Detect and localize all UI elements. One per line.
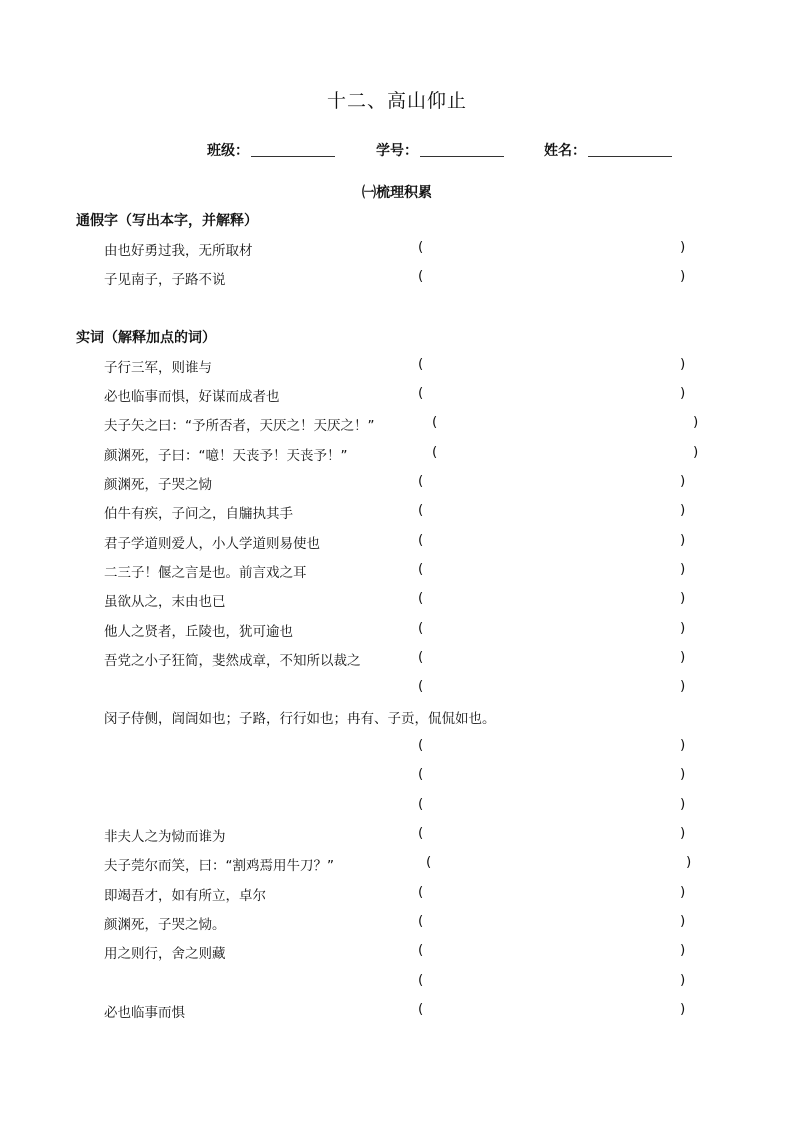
exercise-text: 即竭吾才，如有所立，卓尔 [104,888,266,904]
exercise-text: 夫子矢之曰：“予所否者，天厌之！天厌之！” [104,418,375,434]
exercise-row [0,561,794,581]
exercise-row [0,473,794,493]
answer-paren-close: ) [680,502,686,518]
answer-paren-close: ) [680,385,686,401]
exercise-row [0,414,794,434]
answer-paren-close: ) [680,972,686,988]
exercise-row [0,854,794,874]
answer-paren-open[interactable]: ( [418,766,424,782]
class-label: 班级： [207,143,249,159]
exercise-text: 颜渊死，子曰：“噫！天丧予！天丧予！” [104,448,348,464]
answer-paren-close: ) [680,678,686,694]
answer-paren-open[interactable]: ( [418,356,424,372]
answer-paren-open[interactable]: ( [418,737,424,753]
answer-paren-open[interactable]: ( [418,590,424,606]
exercise-row [0,796,794,816]
answer-paren-close: ) [680,825,686,841]
answer-paren-open[interactable]: ( [418,942,424,958]
answer-paren-close: ) [680,649,686,665]
answer-paren-open[interactable]: ( [418,884,424,900]
section-heading: ㈠梳理积累 [362,185,432,201]
answer-paren-close: ) [680,590,686,606]
shici-heading: 实词（解释加点的词） [76,330,216,346]
answer-paren-open[interactable]: ( [418,649,424,665]
answer-paren-close: ) [680,532,686,548]
answer-paren-open[interactable]: ( [418,678,424,694]
answer-paren-close: ) [680,561,686,577]
answer-paren-open[interactable]: ( [418,502,424,518]
answer-paren-open[interactable]: ( [418,620,424,636]
page-title: 十二、高山仰止 [326,90,467,112]
exercise-row [0,532,794,552]
exercise-row [0,1001,794,1021]
exercise-row [0,590,794,610]
exercise-text: 子见南子，子路不说 [104,272,226,288]
answer-paren-open[interactable]: ( [418,796,424,812]
student-number-label: 学号： [376,143,418,159]
answer-paren-close: ) [680,737,686,753]
answer-paren-close: ) [693,414,699,430]
exercise-text: 由也好勇过我，无所取材 [104,243,253,259]
exercise-text: 用之则行，舍之则藏 [104,946,226,962]
answer-paren-close: ) [686,854,692,870]
exercise-row [0,239,794,259]
exercise-row [0,766,794,786]
answer-paren-open[interactable]: ( [432,444,438,460]
exercise-row [0,444,794,464]
exercise-row [0,737,794,757]
exercise-text: 闵子侍侧，訚訚如也；子路，行行如也；冉有、子贡，侃侃如也。 [104,711,496,727]
answer-paren-close: ) [680,1001,686,1017]
class-blank[interactable] [251,142,335,157]
answer-paren-open[interactable]: ( [432,414,438,430]
answer-paren-close: ) [680,268,686,284]
exercise-text: 虽欲从之，末由也已 [104,594,226,610]
answer-paren-open[interactable]: ( [426,854,432,870]
exercise-row [0,825,794,845]
exercise-row [0,268,794,288]
student-name-blank[interactable] [588,142,672,157]
answer-paren-open[interactable]: ( [418,239,424,255]
answer-paren-close: ) [680,942,686,958]
exercise-row [0,356,794,376]
exercise-text: 夫子莞尔而笑，曰：“割鸡焉用牛刀？” [104,858,334,874]
student-name-field [544,140,672,160]
exercise-text: 二三子！偃之言是也。前言戏之耳 [104,565,307,581]
answer-paren-close: ) [680,473,686,489]
answer-paren-open[interactable]: ( [418,1001,424,1017]
exercise-text: 必也临事而惧，好谋而成者也 [104,389,280,405]
answer-paren-close: ) [680,884,686,900]
student-name-label: 姓名： [544,143,586,159]
student-info-row [0,140,794,160]
exercise-text: 他人之贤者，丘陵也，犹可逾也 [104,624,293,640]
exercise-text: 子行三军，则谁与 [104,360,212,376]
exercise-row [0,913,794,933]
answer-paren-open[interactable]: ( [418,473,424,489]
answer-paren-open[interactable]: ( [418,825,424,841]
exercise-text: 吾党之小子狂简，斐然成章，不知所以裁之 [104,653,361,669]
answer-paren-open[interactable]: ( [418,913,424,929]
answer-paren-close: ) [680,766,686,782]
exercise-row [0,942,794,962]
exercise-text: 颜渊死，子哭之恸。 [104,917,226,933]
answer-paren-close: ) [680,913,686,929]
answer-paren-open[interactable]: ( [418,532,424,548]
exercise-row [0,385,794,405]
answer-paren-close: ) [693,444,699,460]
exercise-text: 伯牛有疾，子问之，自牖执其手 [104,506,293,522]
student-number-field [376,140,504,160]
exercise-text: 君子学道则爱人，小人学道则易使也 [104,536,320,552]
answer-paren-close: ) [680,239,686,255]
exercise-row [0,502,794,522]
answer-paren-open[interactable]: ( [418,561,424,577]
exercise-text: 颜渊死，子哭之恸 [104,477,212,493]
exercise-row [0,620,794,640]
exercise-row [0,884,794,904]
student-number-blank[interactable] [420,142,504,157]
answer-paren-open[interactable]: ( [418,385,424,401]
exercise-text: 非夫人之为恸而谁为 [104,829,226,845]
exercise-row [0,678,794,698]
tongjiazi-heading: 通假字（写出本字，并解释） [76,213,258,229]
class-field [207,140,335,160]
exercise-row [0,972,794,992]
exercise-text: 必也临事而惧 [104,1005,185,1021]
answer-paren-close: ) [680,620,686,636]
exercise-row [0,707,794,727]
answer-paren-close: ) [680,796,686,812]
answer-paren-close: ) [680,356,686,372]
answer-paren-open[interactable]: ( [418,972,424,988]
answer-paren-open[interactable]: ( [418,268,424,284]
exercise-row [0,649,794,669]
